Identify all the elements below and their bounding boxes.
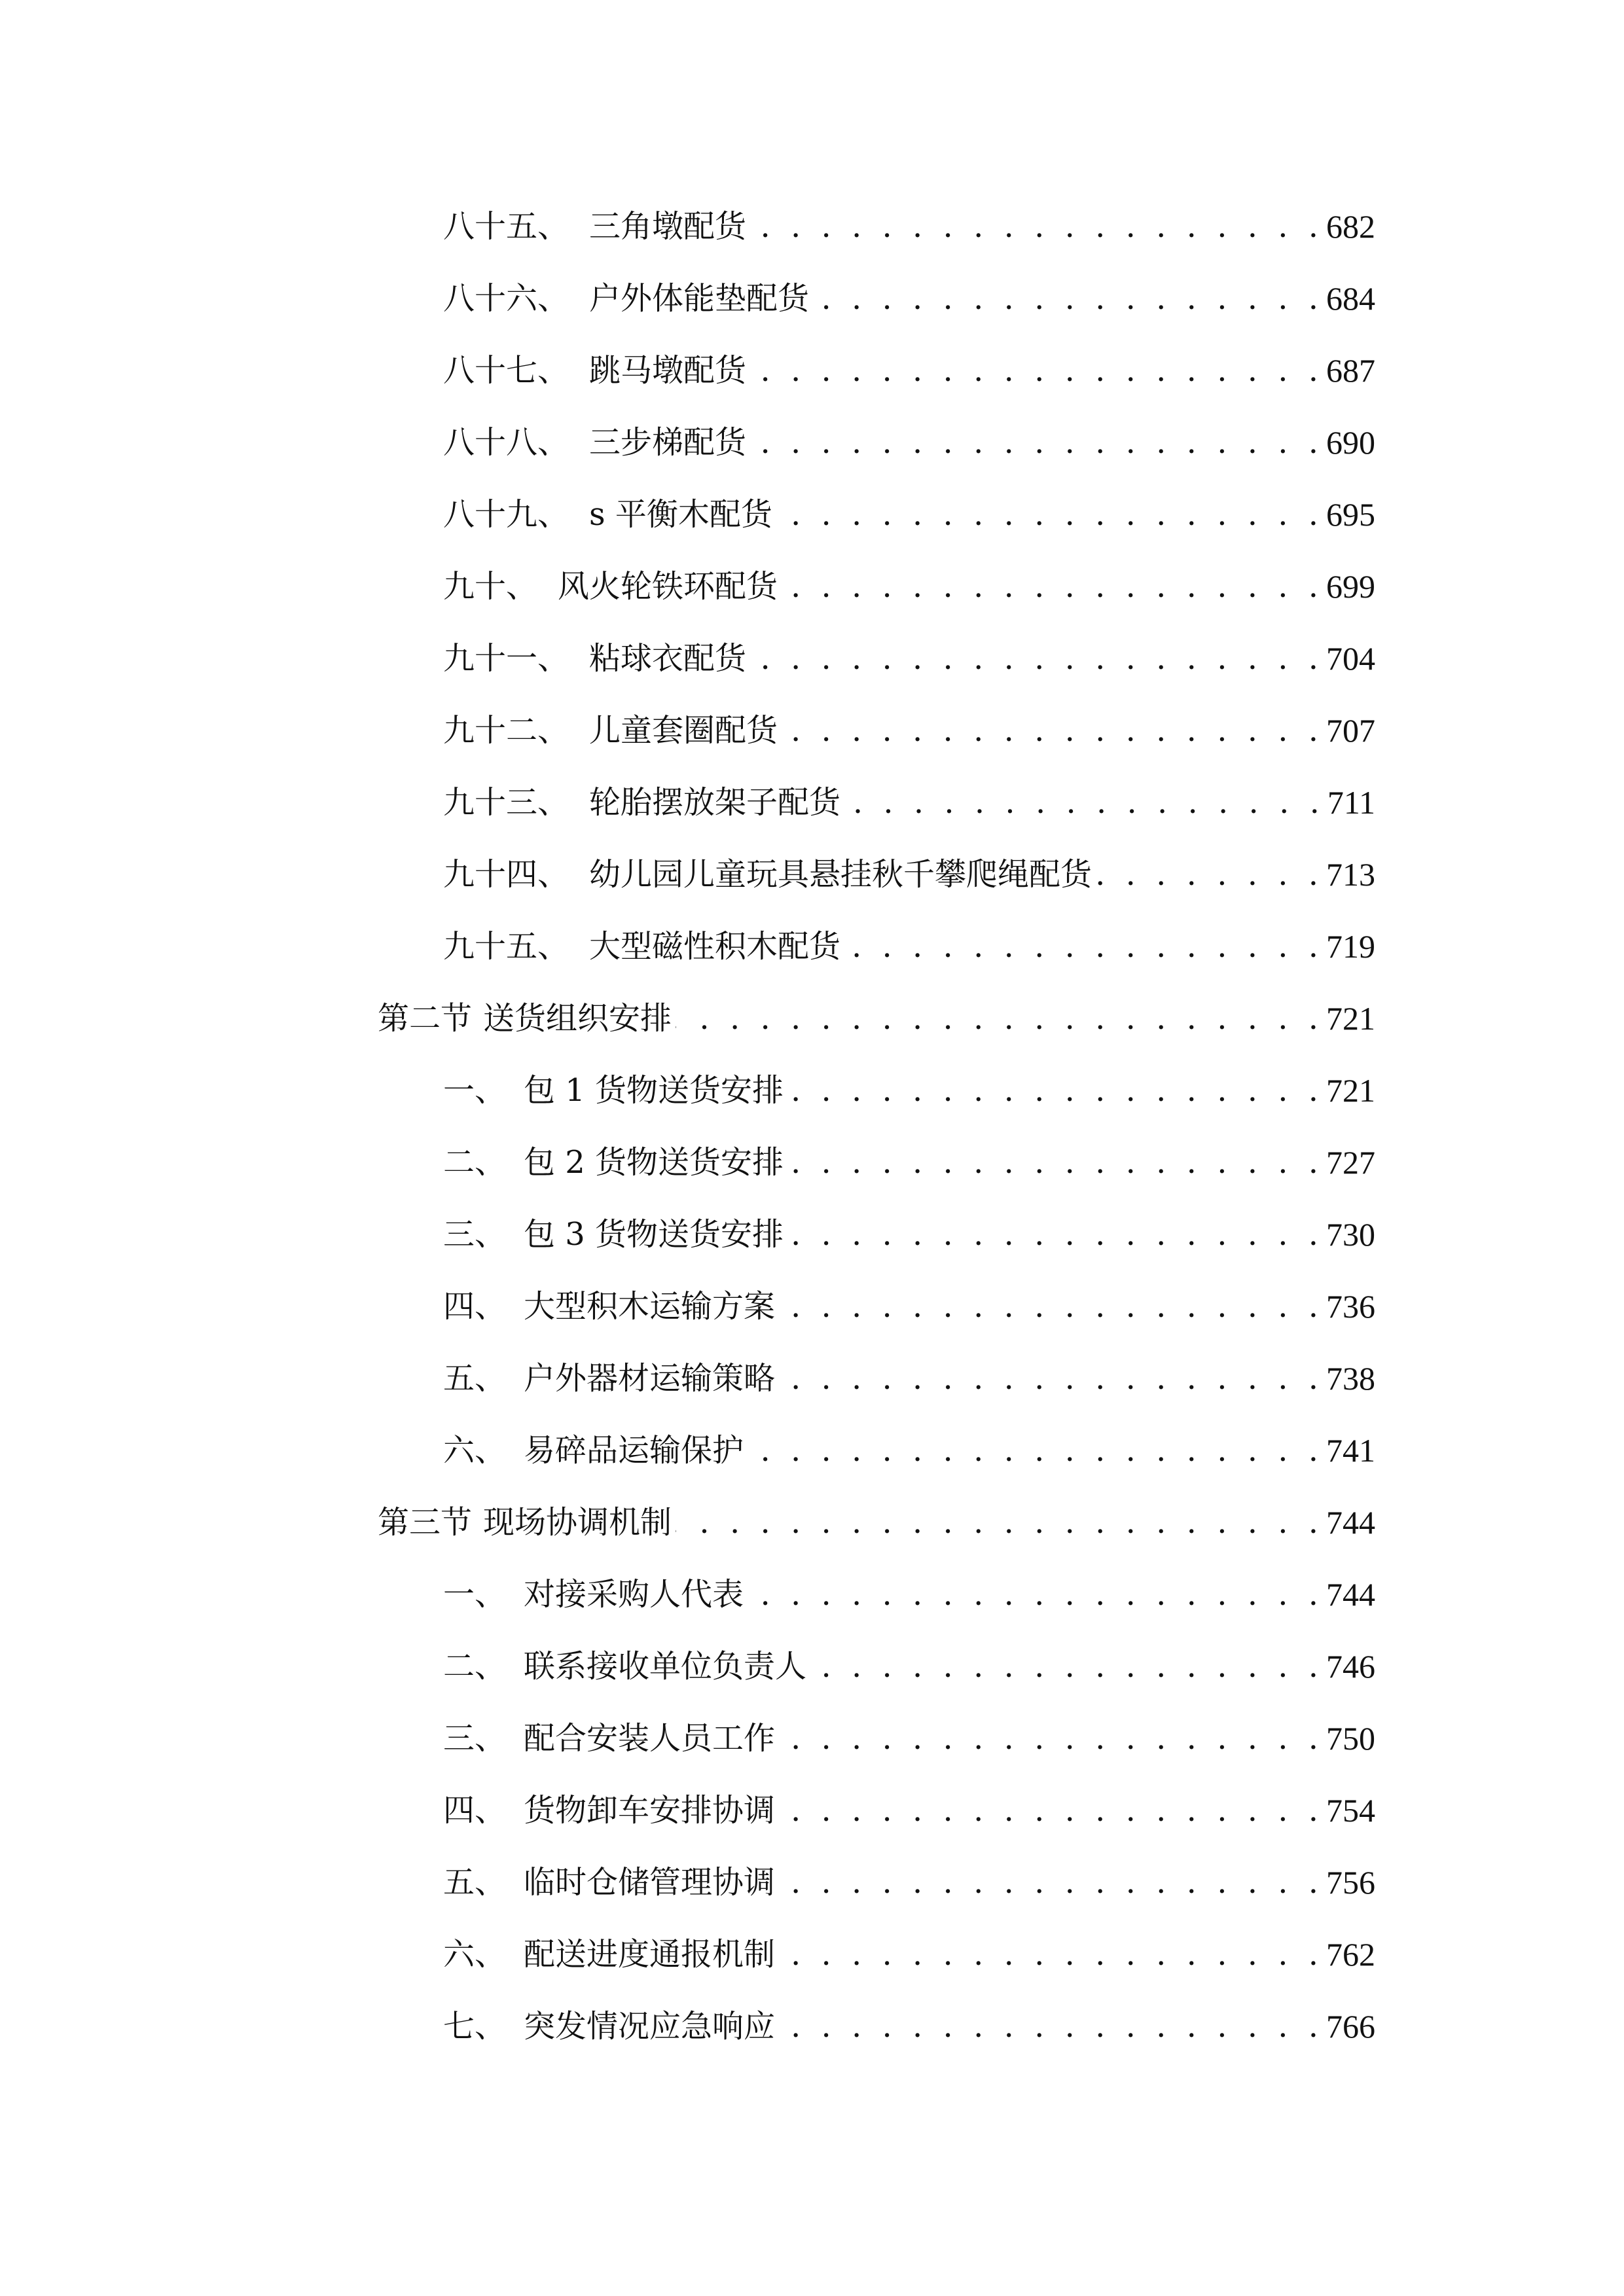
toc-entry-title: 对接采购人代表 [524,1576,744,1613]
dot-leader [748,1427,1322,1473]
toc-entry-number: 三、 [443,1720,507,1757]
toc-entry-number: 一、 [443,1576,507,1613]
toc-entry[interactable] [443,1355,1375,1401]
dot-leader [782,708,1322,753]
dot-leader [844,924,1322,969]
toc-entry[interactable] [443,924,1375,969]
toc-entry-title: 大型积木运输方案 [524,1288,776,1325]
dot-leader [813,276,1322,321]
dot-leader [779,1283,1322,1329]
toc-entry-page-number: 704 [1326,640,1375,677]
toc-entry-title: 三角墩配货 [589,208,747,245]
toc-entry-title: 包 2 货物送货安排 [524,1144,784,1181]
toc-entry-page-number: 713 [1326,856,1375,893]
toc-entry-title: 风火轮铁环配货 [558,568,778,605]
toc-entry-page-number: 721 [1326,1072,1375,1109]
toc-entry-title: 大型磁性积木配货 [589,928,841,965]
toc-entry-number: 九十二、 [443,712,569,749]
dot-leader [844,780,1324,825]
toc-entry-page-number: 719 [1326,928,1375,965]
toc-entry-number: 七、 [443,2008,507,2045]
toc-entry[interactable] [443,852,1375,897]
toc-entry-title: 粘球衣配货 [589,640,747,677]
toc-entry-title: 幼儿园儿童玩具悬挂秋千攀爬绳配货 [589,856,1092,893]
toc-entry-number: 九十五、 [443,928,569,965]
toc-entry[interactable] [443,1571,1375,1617]
dot-leader [779,1787,1322,1833]
toc-entry[interactable] [443,276,1375,321]
toc-entry-page-number: 707 [1326,712,1375,749]
toc-entry-number: 九十一、 [443,640,569,677]
toc-entry[interactable] [443,708,1375,753]
toc-entry-number: 九十四、 [443,856,569,893]
toc-entry-number: 五、 [443,1864,507,1901]
dot-leader [1096,852,1322,897]
toc-entry-page-number: 711 [1327,784,1375,821]
toc-entry-number: 八十九、 [443,496,569,533]
toc-entry[interactable] [443,1211,1375,1257]
toc-entry-title: 配送进度通报机制 [524,1936,776,1973]
toc-entry[interactable] [443,348,1375,393]
toc-entry-page-number: 744 [1326,1504,1375,1541]
toc-entry-page-number: 766 [1326,2008,1375,2045]
toc-entry-title: 跳马墩配货 [589,352,747,389]
toc-entry-number: 二、 [443,1648,507,1685]
dot-leader [676,996,1322,1041]
dot-leader [750,636,1322,681]
toc-entry-page-number: 730 [1326,1216,1375,1253]
toc-entry-number: 六、 [443,1936,507,1973]
dot-leader [787,1211,1322,1257]
toc-entry-number: 八十八、 [443,424,569,461]
toc-entry[interactable] [443,564,1375,609]
toc-entry-title: 包 3 货物送货安排 [524,1216,784,1253]
toc-entry-number: 六、 [443,1432,507,1469]
toc-entry[interactable] [443,1067,1375,1113]
toc-entry-title: 配合安装人员工作 [524,1720,776,1757]
toc-entry[interactable] [443,780,1375,825]
toc-entry-title: 轮胎摆放架子配货 [589,784,841,821]
toc-entry-number: 四、 [443,1288,507,1325]
dot-leader [782,564,1322,609]
dot-leader [787,1067,1322,1113]
toc-entry-page-number: 695 [1326,496,1375,533]
toc-entry[interactable] [443,1787,1375,1833]
dot-leader [750,348,1322,393]
dot-leader [750,204,1322,249]
toc-entry-page-number: 690 [1326,424,1375,461]
dot-leader [779,1931,1322,1977]
toc-entry[interactable] [443,1931,1375,1977]
toc-entry-number: 五、 [443,1360,507,1397]
toc-entry-page-number: 727 [1326,1144,1375,1181]
dot-leader [779,1355,1322,1401]
toc-entry-page-number: 682 [1326,208,1375,245]
dot-leader [748,1571,1322,1617]
toc-entry-number: 第三节 [378,1504,473,1541]
toc-entry-number: 一、 [443,1072,507,1109]
toc-section-entry[interactable] [378,996,1375,1041]
toc-entry-page-number: 687 [1326,352,1375,389]
toc-entry-title: 三步梯配货 [589,424,747,461]
toc-entry-page-number: 736 [1326,1288,1375,1325]
toc-entry-title: 临时仓储管理协调 [524,1864,776,1901]
toc-entry-number: 九十、 [443,568,538,605]
toc-entry-title: 儿童套圈配货 [589,712,778,749]
dot-leader [779,1715,1322,1761]
toc-entry[interactable] [443,420,1375,465]
toc-entry-page-number: 738 [1326,1360,1375,1397]
toc-entry-page-number: 754 [1326,1792,1375,1829]
toc-entry[interactable] [443,1283,1375,1329]
toc-entry-title: 联系接收单位负责人 [524,1648,807,1685]
toc-entry-page-number: 741 [1326,1432,1375,1469]
dot-leader [676,1499,1322,1545]
toc-entry-number: 九十三、 [443,784,569,821]
toc-entry-page-number: 721 [1326,1000,1375,1037]
toc-entry-number: 四、 [443,1792,507,1829]
toc-entry[interactable] [443,1139,1375,1185]
dot-leader [750,420,1322,465]
toc-entry-page-number: 762 [1326,1936,1375,1973]
toc-entry[interactable] [443,492,1375,537]
toc-entry[interactable] [443,1427,1375,1473]
dot-leader [787,1139,1322,1185]
toc-entry[interactable] [443,1715,1375,1761]
dot-leader [810,1643,1322,1689]
toc-entry-page-number: 750 [1326,1720,1375,1757]
toc-entry-number: 八十六、 [443,280,569,317]
toc-entry[interactable] [443,1643,1375,1689]
toc-section-entry[interactable] [378,1499,1375,1545]
toc-entry-title: 户外器材运输策略 [524,1360,776,1397]
toc-entry-page-number: 684 [1326,280,1375,317]
toc-entry-title: 易碎品运输保护 [524,1432,744,1469]
toc-entry-number: 八十五、 [443,208,569,245]
toc-entry-number: 第二节 [378,1000,473,1037]
toc-entry-title: 包 1 货物送货安排 [524,1072,784,1109]
toc-entry-page-number: 756 [1326,1864,1375,1901]
dot-leader [776,492,1322,537]
toc-entry-title: 突发情况应急响应 [524,2008,776,2045]
toc-entry-page-number: 699 [1326,568,1375,605]
toc-entry-page-number: 744 [1326,1576,1375,1613]
toc-entry[interactable] [443,1859,1375,1905]
toc-entry-title: 送货组织安排 [483,1000,672,1037]
toc-entry-title: s 平衡木配货 [589,496,772,533]
toc-entry[interactable] [443,204,1375,249]
toc-entry-number: 二、 [443,1144,507,1181]
toc-entry-number: 三、 [443,1216,507,1253]
toc-entry-page-number: 746 [1326,1648,1375,1685]
toc-entry-title: 货物卸车安排协调 [524,1792,776,1829]
toc-entry-title: 户外体能垫配货 [589,280,810,317]
dot-leader [779,2003,1322,2049]
toc-entry-title: 现场协调机制 [483,1504,672,1541]
toc-entry-number: 八十七、 [443,352,569,389]
toc-entry[interactable] [443,636,1375,681]
toc-entry[interactable] [443,2003,1375,2049]
dot-leader [779,1859,1322,1905]
